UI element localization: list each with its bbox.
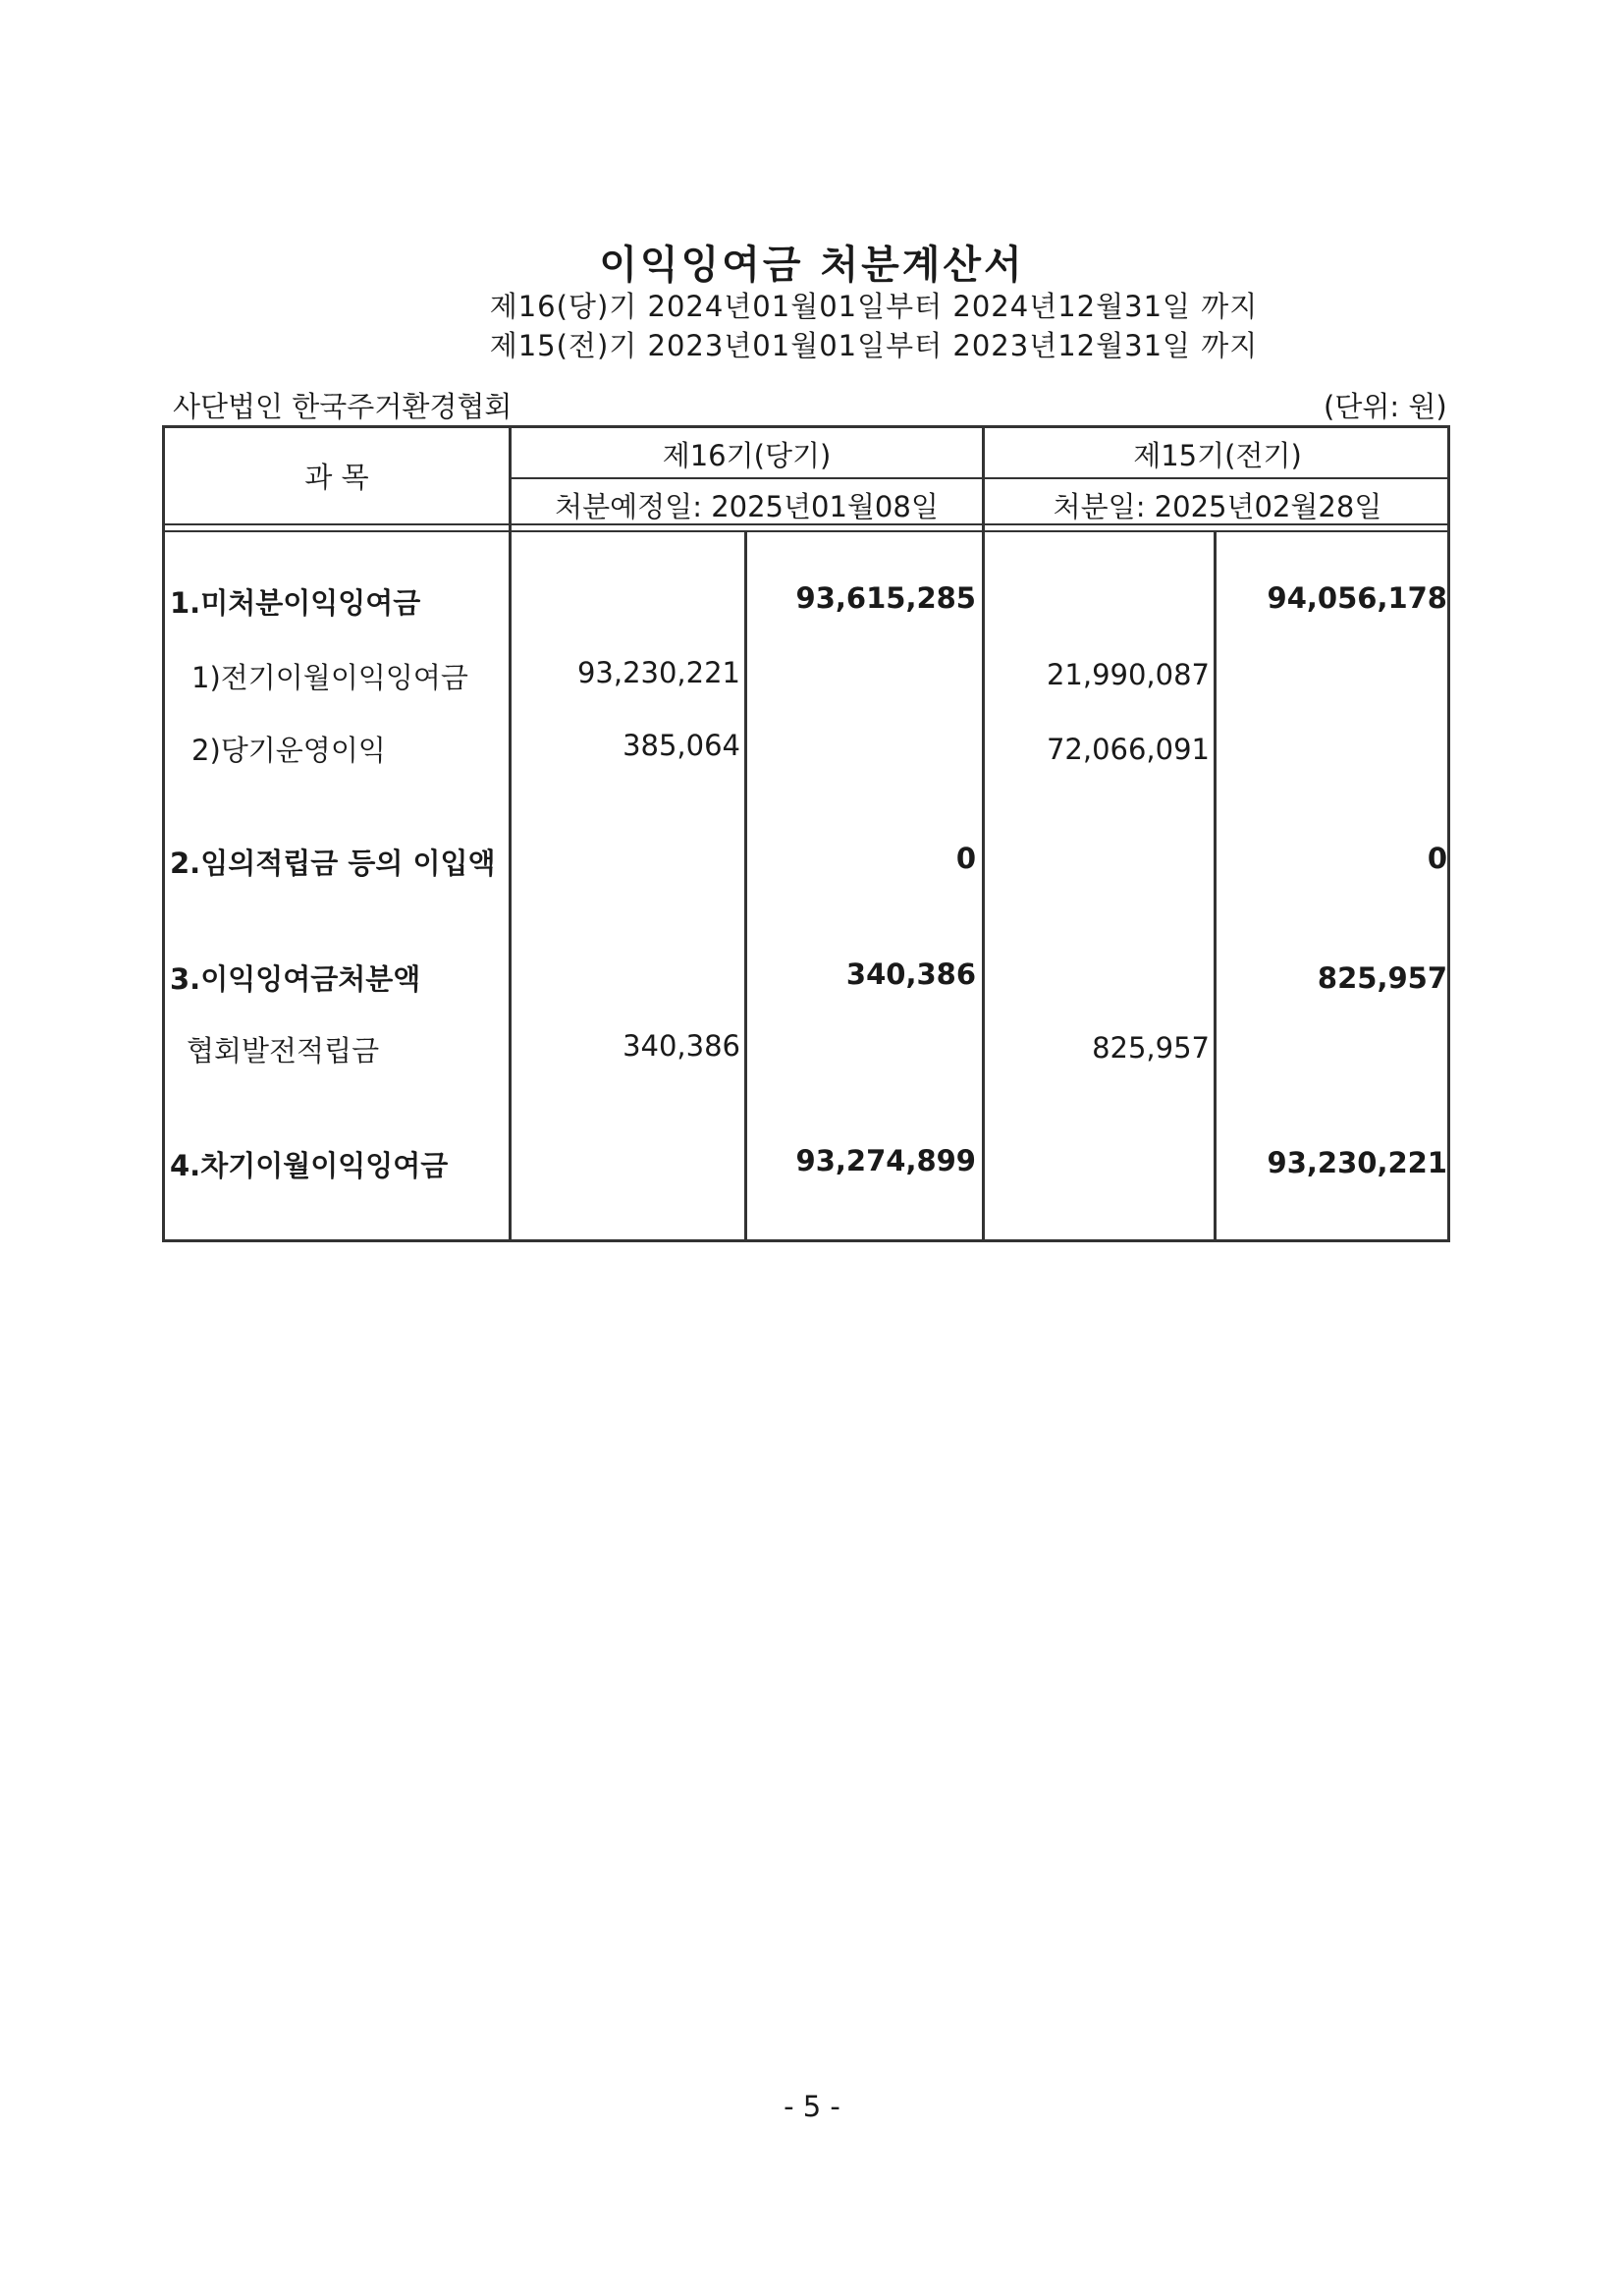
header-current-period: 제16기(당기) (662, 439, 832, 472)
period-prior: 제15(전)기 2023년01월01일부터 2023년12월31일 까지 (489, 329, 1259, 362)
row-label: 1)전기이월이익잉여금 (191, 661, 468, 694)
document-title: 이익잉여금 처분계산서 (599, 243, 1025, 288)
page-number: - 5 - (784, 2090, 840, 2123)
header-prior-period: 제15기(전기) (1133, 439, 1302, 472)
col-divider (982, 425, 985, 1242)
current-total: 93,615,285 (795, 581, 976, 615)
current-detail: 385,064 (623, 729, 740, 762)
current-total: 0 (955, 842, 976, 875)
row-label: 4.차기이월이익잉여금 (170, 1149, 449, 1182)
unit-label: (단위: 원) (1324, 390, 1447, 423)
row-label: 2.임의적립금 등의 이입액 (170, 847, 496, 880)
row-label: 1.미처분이익잉여금 (170, 586, 421, 620)
current-total: 340,386 (845, 957, 976, 991)
header-prior-date: 처분일: 2025년02월28일 (1053, 490, 1382, 523)
prior-detail: 72,066,091 (1046, 733, 1210, 766)
header-subdivider (509, 477, 1450, 479)
statement-table (162, 425, 1450, 1242)
header-item: 과 목 (304, 461, 369, 494)
organization-name: 사단법인 한국주거환경협회 (173, 390, 513, 423)
prior-total: 825,957 (1317, 961, 1447, 995)
row-label: 2)당기운영이익 (191, 734, 386, 767)
period-current: 제16(당)기 2024년01월01일부터 2024년12월31일 까지 (489, 290, 1259, 323)
col-divider (509, 425, 512, 1242)
header-current-date: 처분예정일: 2025년01월08일 (555, 490, 939, 523)
prior-detail: 825,957 (1092, 1031, 1210, 1065)
col-divider (1214, 530, 1217, 1242)
prior-total: 94,056,178 (1267, 581, 1447, 615)
header-bottom-line (162, 530, 1450, 532)
prior-total: 0 (1427, 842, 1447, 875)
row-label: 3.이익잉여금처분액 (170, 962, 421, 996)
prior-total: 93,230,221 (1267, 1146, 1447, 1179)
current-detail: 93,230,221 (576, 656, 740, 689)
col-divider (744, 530, 747, 1242)
prior-detail: 21,990,087 (1046, 658, 1210, 691)
current-detail: 340,386 (623, 1029, 740, 1063)
row-label: 협회발전적립금 (187, 1034, 380, 1067)
current-total: 93,274,899 (795, 1144, 976, 1177)
